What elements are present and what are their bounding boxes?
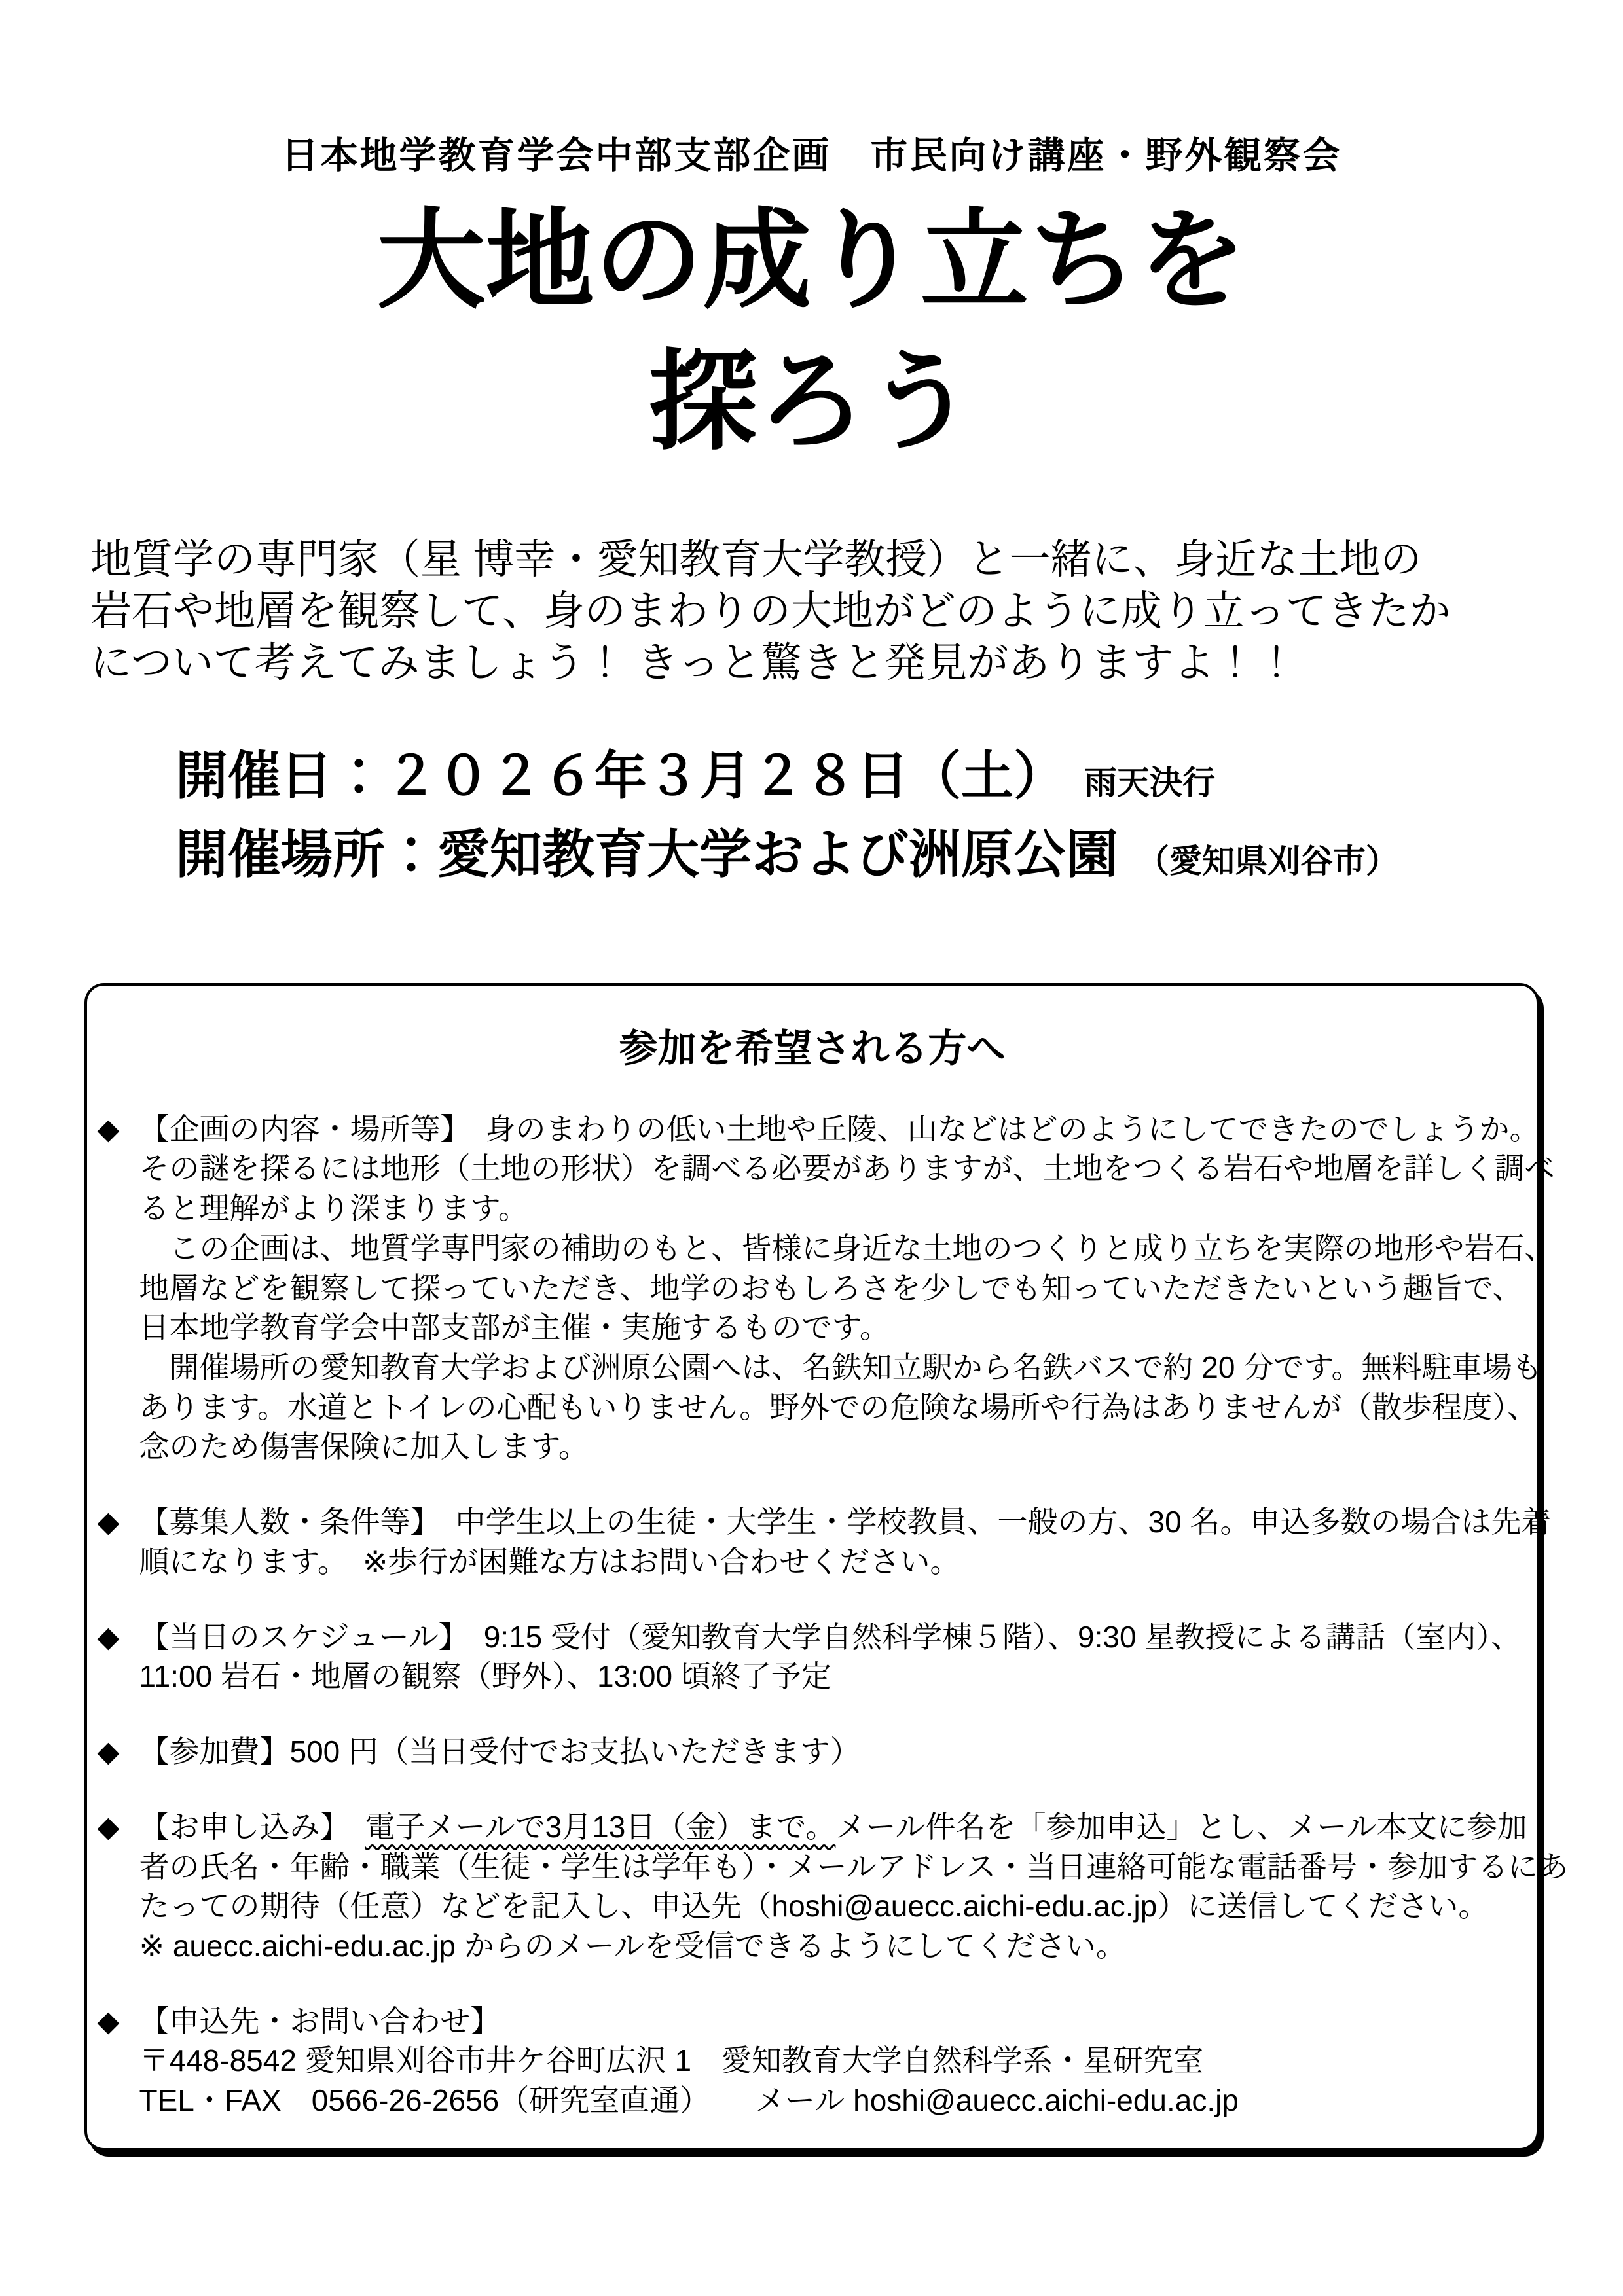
section-plan-line: 【企画の内容・場所等】 身のまわりの低い土地や丘陵、山などはどのようにしてできたのでしょうか。: [139, 1111, 1540, 1146]
event-date: 開催日：２０２６年３月２８日（土）: [175, 746, 1066, 805]
event-date-note: 雨天決行: [1084, 764, 1215, 801]
section-apply-line-first: [139, 1807, 1527, 1847]
section-apply: [97, 1807, 1569, 1966]
section-contact-line: TEL・FAX 0566-26-2656（研究室直通） メール hoshi@auecc.aichi-edu.ac.jp: [139, 2083, 1239, 2118]
section-contact: [98, 2001, 1527, 2121]
section-contact-line: 〒448-8542 愛知県刈谷市井ケ谷町広沢 1 愛知教育大学自然科学系・星研究室: [139, 2043, 1204, 2078]
section-recruit-line: 順になります。 ※歩行が困難な方はお問い合わせください。: [139, 1544, 960, 1579]
apply-rest: メール件名を「参加申込」とし、メール本文に参加: [835, 1809, 1527, 1844]
section-plan-line: 地層などを観察して探っていただき、地学のおもしろさを少しでも知っていただきたいという趣旨で、: [139, 1270, 1523, 1305]
event-place-line: [175, 816, 1623, 894]
bullet-diamond-icon: ◆: [97, 1736, 120, 1768]
section-plan-line: 開催場所の愛知教育大学および洲原公園へは、名鉄知立駅から名鉄バスで約 20 分です。無料駐車場も: [139, 1350, 1542, 1385]
section-plan: [97, 1109, 1555, 1467]
section-schedule-line: 11:00 岩石・地層の観察（野外）、13:00 頃終了予定: [139, 1659, 831, 1694]
intro-paragraph: [90, 534, 1534, 690]
section-recruit-line: 【募集人数・条件等】 中学生以上の生徒・大学生・学校教員、一般の方、30 名。申込多数の場合は先着: [139, 1505, 1552, 1539]
section-plan-line: 念のため傷害保険に加入します。: [139, 1429, 589, 1464]
box-heading: 参加を希望される方へ: [619, 1026, 1006, 1070]
application-info-box: [84, 983, 1569, 2151]
section-plan-line: その謎を探るには地形（土地の形状）を調べる必要がありますが、土地をつくる岩石や地層を詳しく調べ: [139, 1151, 1555, 1186]
section-apply-line: たっての期待（任意）などを記入し、申込先（hoshi@auecc.aichi-edu.ac.jp）に送信してください。: [139, 1889, 1489, 1924]
section-contact-line: 【申込先・お問い合わせ】: [139, 2003, 501, 2038]
section-apply-line: ※ auecc.aichi-edu.ac.jp からのメールを受信できるようにしてください。: [139, 1928, 1126, 1963]
intro-line: について考えてみましょう！ きっと驚きと発見がありますよ！！: [90, 640, 1298, 687]
page-title: [0, 191, 1623, 474]
intro-line: 地質学の専門家（星 博幸・愛知教育大学教授）と一緒に、身近な土地の: [90, 536, 1422, 583]
section-plan-line: この企画は、地質学専門家の補助のもと、皆様に身近な土地のつくりと成り立ちを実際の地形や岩石、: [139, 1230, 1555, 1265]
bullet-diamond-icon: ◆: [97, 1810, 120, 1843]
event-date-line: [175, 737, 1623, 816]
supertitle: 日本地学教育学会中部支部企画 市民向け講座・野外観察会: [281, 135, 1342, 177]
event-place: 開催場所：愛知教育大学および洲原公園: [175, 825, 1118, 884]
section-apply-line: 者の氏名・年齢・職業（生徒・学生は学年も）・メールアドレス・当日連絡可能な電話番号・参加するにあ: [139, 1849, 1569, 1884]
event-details: [175, 737, 1623, 894]
intro-line: 岩石や地層を観察して、身のまわりの大地がどのように成り立ってきたか: [90, 588, 1451, 634]
apply-prefix: 【お申し込み】: [139, 1809, 365, 1844]
section-plan-line: あります。水道とトイレの心配もいりません。野外での危険な場所や行為はありませんが（散歩程度）、: [139, 1390, 1538, 1424]
section-plan-line: ると理解がより深まります。: [139, 1191, 528, 1226]
bullet-diamond-icon: ◆: [97, 1506, 120, 1539]
section-fee: [98, 1732, 1527, 1772]
section-plan-line: 日本地学教育学会中部支部が主催・実施するものです。: [139, 1310, 890, 1345]
bullet-diamond-icon: ◆: [97, 1113, 120, 1145]
page-title-line1: 大地の成り立ちを: [376, 201, 1247, 321]
section-schedule-line: 【当日のスケジュール】 9:15 受付（愛知教育大学自然科学棟５階）、9:30 星教授による講話（室内）、: [139, 1619, 1522, 1654]
apply-deadline-underlined: 電子メールで3月13日（金）まで。: [365, 1809, 836, 1844]
section-recruit: [97, 1502, 1552, 1581]
bullet-diamond-icon: ◆: [97, 2005, 120, 2037]
event-place-note: （愛知県刈谷市）: [1137, 842, 1398, 880]
bullet-diamond-icon: ◆: [97, 1621, 120, 1653]
page-title-line2: 探ろう: [648, 342, 975, 463]
section-fee-line: 【参加費】500 円（当日受付でお支払いただきます）: [139, 1734, 861, 1769]
section-schedule: [98, 1617, 1527, 1696]
